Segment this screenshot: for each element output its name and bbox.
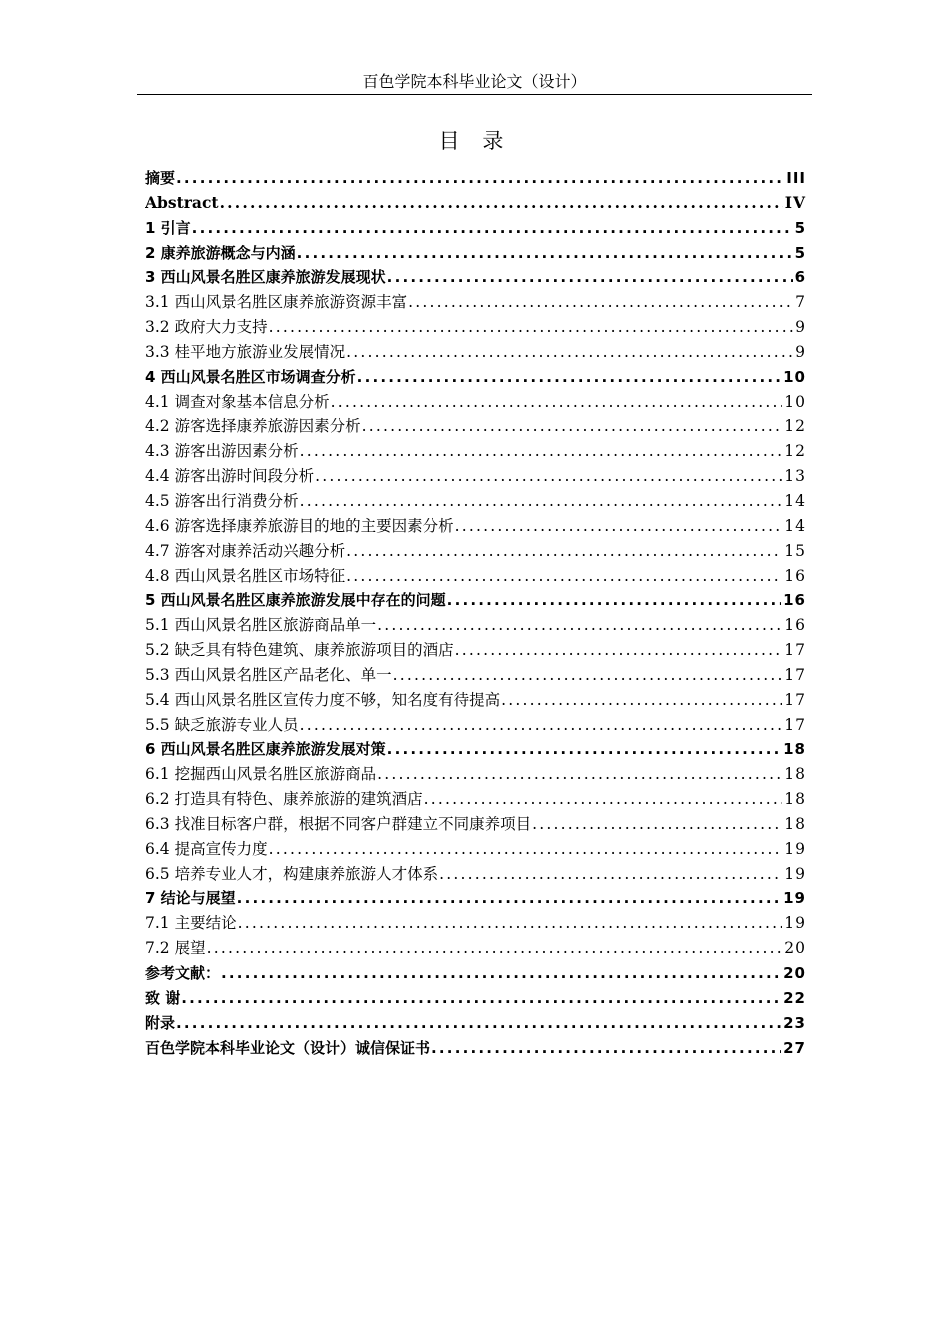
toc-entry[interactable]: [145, 191, 806, 216]
toc-dot-leader: [237, 911, 783, 936]
toc-dot-leader: [345, 340, 793, 365]
toc-dot-leader: [376, 762, 782, 787]
toc-entry[interactable]: [145, 911, 806, 936]
toc-entry-page: 18: [784, 790, 806, 809]
toc-dot-leader: [296, 241, 793, 266]
toc-dot-leader: [430, 1036, 781, 1061]
toc-dot-leader: [392, 663, 783, 688]
toc-dot-leader: [299, 439, 783, 464]
toc-dot-leader: [376, 613, 782, 638]
toc-dot-leader: [361, 414, 783, 439]
toc-entry-page: 5: [794, 218, 806, 237]
toc-entry-title: 4 西山风景名胜区市场调查分析: [145, 367, 356, 386]
toc-entry-page: 18: [783, 740, 806, 759]
toc-entry[interactable]: [145, 365, 806, 390]
toc-entry[interactable]: [145, 713, 806, 738]
toc-dot-leader: [175, 1011, 781, 1036]
toc-dot-leader: [299, 489, 783, 514]
toc-entry-title: 6 西山风景名胜区康养旅游发展对策: [145, 740, 386, 759]
toc-entry-title: 5.2 缺乏具有特色建筑、康养旅游项目的酒店: [145, 641, 454, 660]
toc-entry[interactable]: [145, 1011, 806, 1036]
toc-dot-leader: [454, 638, 783, 663]
toc-entry-page: 16: [783, 591, 806, 610]
toc-entry[interactable]: [145, 638, 806, 663]
toc-entry-title: 3.3 桂平地方旅游业发展情况: [145, 342, 346, 361]
toc-entry-page: 14: [784, 516, 806, 535]
toc-dot-leader: [531, 812, 782, 837]
toc-entry[interactable]: [145, 1036, 806, 1061]
toc-entry[interactable]: [145, 464, 806, 489]
toc-entry[interactable]: [145, 414, 806, 439]
toc-entry-title: 6.1 挖掘西山风景名胜区旅游商品: [145, 765, 377, 784]
toc-entry-title: 4.1 调查对象基本信息分析: [145, 392, 330, 411]
toc-entry-page: 23: [783, 1013, 806, 1032]
toc-entry-title: 7.2 展望: [145, 939, 206, 958]
toc-dot-leader: [423, 787, 783, 812]
toc-entry-title: 百色学院本科毕业论文（设计）诚信保证书: [145, 1038, 431, 1057]
toc-entry-title: 4.8 西山风景名胜区市场特征: [145, 566, 346, 585]
toc-dot-leader: [180, 986, 781, 1011]
toc-entry-title: 4.2 游客选择康养旅游因素分析: [145, 417, 361, 436]
toc-entry-title: Abstract: [145, 192, 219, 212]
toc-entry[interactable]: [145, 986, 806, 1011]
toc-dot-leader: [500, 688, 782, 713]
toc-entry-page: 12: [784, 442, 806, 461]
toc-entry[interactable]: [145, 862, 806, 887]
toc-entry[interactable]: [145, 390, 806, 415]
toc-title: 目 录: [438, 129, 512, 153]
toc-entry-page: 17: [784, 665, 806, 684]
toc-entry[interactable]: [145, 588, 806, 613]
toc-dot-leader: [356, 365, 781, 390]
toc-list: [145, 166, 806, 1060]
toc-entry-page: 17: [784, 690, 806, 709]
toc-entry-page: 10: [783, 367, 806, 386]
toc-entry-page: 18: [784, 765, 806, 784]
toc-entry-page: 27: [783, 1038, 806, 1057]
toc-entry-page: 20: [783, 964, 806, 982]
toc-entry[interactable]: [145, 489, 806, 514]
toc-entry-title: 4.6 游客选择康养旅游目的地的主要因素分析: [145, 516, 454, 535]
toc-dot-leader: [330, 390, 783, 415]
toc-dot-leader: [345, 564, 782, 589]
toc-entry-page: 6: [794, 268, 806, 287]
toc-entry-title: 7 结论与展望: [145, 889, 236, 908]
toc-entry[interactable]: [145, 216, 806, 241]
toc-entry[interactable]: [145, 166, 806, 191]
toc-entry-page: 18: [784, 814, 806, 833]
toc-entry[interactable]: [145, 663, 806, 688]
toc-entry-page: 19: [784, 914, 806, 933]
toc-dot-leader: [446, 588, 781, 613]
toc-entry-title: 3.2 政府大力支持: [145, 318, 268, 337]
toc-entry-page: 9: [795, 318, 806, 337]
toc-dot-leader: [438, 862, 782, 887]
toc-dot-leader: [220, 961, 781, 986]
toc-dot-leader: [386, 737, 781, 762]
toc-entry-page: 9: [795, 342, 806, 361]
toc-entry-title: 6.2 打造具有特色、康养旅游的建筑酒店: [145, 790, 423, 809]
toc-entry-title: 摘要: [145, 169, 176, 187]
toc-entry-title: 5.3 西山风景名胜区产品老化、单一: [145, 665, 392, 684]
toc-entry-page: IV: [784, 192, 806, 212]
toc-entry[interactable]: [145, 688, 806, 713]
toc-dot-leader: [345, 539, 782, 564]
toc-entry[interactable]: [145, 539, 806, 564]
toc-entry-page: 15: [784, 541, 806, 560]
toc-entry[interactable]: [145, 340, 806, 365]
toc-entry-page: 19: [784, 864, 806, 883]
toc-entry-title: 4.3 游客出游因素分析: [145, 442, 299, 461]
toc-entry-title: 3.1 西山风景名胜区康养旅游资源丰富: [145, 293, 408, 312]
toc-entry[interactable]: [145, 961, 806, 986]
toc-dot-leader: [299, 713, 783, 738]
toc-entry[interactable]: [145, 936, 806, 961]
toc-dot-leader: [268, 837, 783, 862]
toc-entry-page: 12: [784, 417, 806, 436]
toc-entry-title: 4.5 游客出行消费分析: [145, 491, 299, 510]
toc-entry-page: 17: [784, 715, 806, 734]
toc-entry[interactable]: [145, 439, 806, 464]
toc-entry-title: 5.1 西山风景名胜区旅游商品单一: [145, 616, 377, 635]
toc-entry-title: 7.1 主要结论: [145, 914, 237, 933]
toc-entry-page: 22: [783, 988, 806, 1007]
toc-dot-leader: [219, 191, 783, 216]
toc-dot-leader: [454, 514, 783, 539]
toc-entry-title: 4.7 游客对康养活动兴趣分析: [145, 541, 346, 560]
toc-entry-page: 16: [784, 616, 806, 635]
toc-entry[interactable]: [145, 613, 806, 638]
toc-entry[interactable]: [145, 265, 806, 290]
toc-entry-page: 19: [784, 839, 806, 858]
toc-entry-page: 14: [784, 491, 806, 510]
toc-entry-title: 1 引言: [145, 218, 191, 237]
toc-entry-page: III: [786, 169, 806, 187]
header-rule: [137, 94, 812, 95]
toc-dot-leader: [191, 216, 793, 241]
toc-entry-title: 5 西山风景名胜区康养旅游发展中存在的问题: [145, 591, 446, 610]
toc-entry[interactable]: [145, 762, 806, 787]
toc-entry-page: 19: [783, 889, 806, 908]
toc-entry[interactable]: [145, 812, 806, 837]
toc-entry-page: 13: [784, 467, 806, 486]
toc-entry-title: 6.3 找准目标客户群，根据不同客户群建立不同康养项目: [145, 814, 532, 833]
toc-entry[interactable]: [145, 837, 806, 862]
toc-entry[interactable]: [145, 315, 806, 340]
toc-dot-leader: [236, 886, 781, 911]
toc-entry-title: 4.4 游客出游时间段分析: [145, 467, 315, 486]
toc-entry[interactable]: [145, 737, 806, 762]
toc-dot-leader: [386, 265, 793, 290]
toc-entry-title: 2 康养旅游概念与内涵: [145, 243, 296, 262]
toc-entry[interactable]: [145, 564, 806, 589]
toc-entry[interactable]: [145, 290, 806, 315]
toc-entry-title: 5.5 缺乏旅游专业人员: [145, 715, 299, 734]
toc-entry-page: 16: [784, 566, 806, 585]
toc-dot-leader: [407, 290, 793, 315]
page-header: 百色学院本科毕业论文（设计）: [362, 72, 587, 91]
toc-entry-page: 17: [784, 641, 806, 660]
toc-entry-page: 10: [784, 392, 806, 411]
toc-entry[interactable]: [145, 241, 806, 266]
toc-entry-title: 5.4 西山风景名胜区宣传力度不够，知名度有待提高: [145, 690, 501, 709]
toc-entry-title: 3 西山风景名胜区康养旅游发展现状: [145, 268, 386, 287]
toc-entry-page: 7: [795, 293, 806, 312]
toc-entry-title: 致 谢: [145, 988, 181, 1007]
toc-entry-title: 6.5 培养专业人才，构建康养旅游人才体系: [145, 864, 439, 883]
toc-entry-title: 附录: [145, 1013, 176, 1032]
toc-entry[interactable]: [145, 514, 806, 539]
toc-dot-leader: [268, 315, 794, 340]
toc-entry[interactable]: [145, 787, 806, 812]
toc-dot-leader: [175, 166, 784, 191]
toc-entry-title: 参考文献：: [145, 964, 221, 982]
toc-entry-title: 6.4 提高宣传力度: [145, 839, 268, 858]
toc-entry-page: 20: [784, 939, 806, 958]
toc-dot-leader: [206, 936, 783, 961]
toc-dot-leader: [314, 464, 782, 489]
toc-entry[interactable]: [145, 886, 806, 911]
toc-entry-page: 5: [794, 243, 806, 262]
